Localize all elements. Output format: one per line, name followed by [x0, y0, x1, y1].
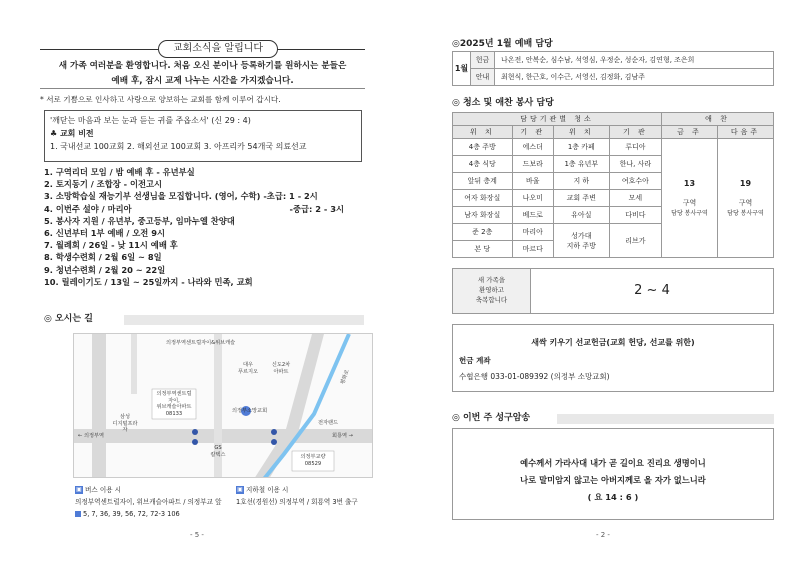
- list-item: 9. 청년수련회 / 2월 20 ~ 22일: [44, 264, 166, 275]
- map-label: ← 의정부역: [78, 433, 105, 439]
- list-item: 6. 신년부터 1부 예배 / 오전 9시: [44, 228, 165, 239]
- memory-verse-box: [452, 428, 774, 520]
- bus-icon: ▣: [76, 486, 82, 493]
- divider: [40, 88, 365, 89]
- new-family-count: 2 ~ 4: [634, 283, 670, 298]
- verse-reference: ( 요 14 : 6 ): [587, 492, 639, 502]
- list-item: 5. 봉사자 지원 / 유년부, 중고등부, 임마누엘 찬양대: [44, 215, 235, 226]
- list-item: 10. 릴레이기도 / 13일 ~ 25일까지 - 나라와 민족, 교회: [44, 276, 253, 287]
- map-label: 의정부교량 08529: [300, 454, 326, 467]
- map-label: 신도2차 아파트: [271, 362, 291, 375]
- map-label: 전자랜드: [318, 420, 339, 426]
- list-item: 1. 구역리더 모임 / 밤 예배 후 - 유년부실: [44, 167, 195, 177]
- subway-icon: ▣: [237, 486, 243, 493]
- table-row: 준 2층 마리아 성가대 지하 주방 리브가: [453, 224, 774, 241]
- announcement-list: [44, 166, 344, 288]
- service-table: 담당기관별 청소 애 찬 위 치 기 관 위 치 기 관 금 주 다음주 4층 주방 에스더 1층 카페 루디아 13 구역 담당 봉사구역 19 구역 담당 봉사구역 4층 식당 드보라 1층 유년부 한나, 사라 앞뒤 층계 바울 지 하 여호수아 여자 화장실 나오미 교회 주변 모세 남자 화장실 베드로 유아실 다비다 준 2층 마리아 성가대 지하 주방 리브가 본 당 마르다: [452, 112, 774, 258]
- offering-box: [452, 324, 774, 392]
- notice-title: 교회소식을 알립니다: [158, 40, 278, 58]
- table-row: 4층 식당 드보라 1층 유년부 한나, 사라: [453, 156, 774, 173]
- list-item: 4. 이번주 설야 / 마리아 -중급: 2 - 3시: [44, 203, 344, 214]
- table-row: 여자 화장실 나오미 교회 주변 모세: [453, 190, 774, 207]
- offering-title: 새싹 키우기 선교헌금(교회 헌당, 선교를 위한): [531, 338, 695, 347]
- worship-heading: ◎2025년 1월 예배 담당: [452, 39, 553, 49]
- verse-line: 나로 말미암지 않고는 아버지께로 올 자가 없느니라: [520, 475, 706, 485]
- verse-box: [44, 110, 362, 162]
- worship-table: [452, 51, 774, 86]
- list-item: 3. 소망학습실 재능기부 선생님을 모집합니다. (영어, 수학) -초급: 1 - 2시: [44, 191, 318, 202]
- list-item: 8. 학생수련회 / 2월 6일 ~ 8일: [44, 252, 162, 263]
- directions-heading: ◎ 오시는 길: [44, 311, 364, 324]
- courtesy-note: * 서로 기쁨으로 인사하고 사랑으로 양보하는 교회를 함께 이루어 갑시다.: [40, 95, 281, 104]
- bus-number-icon: [75, 511, 81, 517]
- vision-text: 1. 국내선교 100교회 2. 해외선교 100교회 3. 아프리카 54개국 의료선교: [50, 142, 307, 151]
- table-row: 앞뒤 층계 바울 지 하 여호수아: [453, 173, 774, 190]
- verse-heading: ◎ 이번 주 성구암송: [452, 410, 774, 423]
- meal-this-week: 13 구역 담당 봉사구역: [662, 139, 718, 258]
- map-label: 의정부역센트럴자이&위브캐슬: [166, 340, 236, 346]
- meal-next-week: 19 구역 담당 봉사구역: [718, 139, 774, 258]
- service-heading: ◎ 청소 및 애찬 봉사 담당: [452, 98, 554, 108]
- new-family-box: [452, 268, 774, 314]
- vision-title: ♣ 교회 비전: [50, 129, 94, 138]
- table-row: 4층 주방 에스더 1층 카페 루디아 13 구역 담당 봉사구역 19 구역 담당 봉사구역: [453, 139, 774, 156]
- account-number: 수협은행 033-01-089392 (의정부 소망교회): [459, 372, 610, 381]
- table-row: 본 당 마르다: [453, 241, 774, 258]
- map-label: 대우 푸르지오: [237, 362, 259, 375]
- map-label: 의정부역센트럴자이, 위브캐슬아파트 08133: [156, 391, 192, 417]
- verse-text: '깨닫는 마음과 보는 눈과 듣는 귀를 주옵소서' (신 29 : 4): [50, 116, 251, 125]
- right-page: [400, 0, 800, 566]
- table-row: 남자 화장실 베드로 유아실 다비다: [453, 207, 774, 224]
- welcome-text: 새 가족 여러분을 환영합니다. 처음 오신 분이나 등록하기를 원하시는 분들은 예배 후, 잠시 교제 나누는 시간을 가지겠습니다.: [58, 61, 347, 86]
- month-cell: 1월: [453, 52, 471, 86]
- account-label: 헌금 계좌: [459, 356, 491, 365]
- subway-info: ▣ 지하철 이용 시 1호선(경원선) 의정부역 / 회룡역 3번 출구: [236, 486, 358, 506]
- church-label: 의정부소망교회: [232, 408, 268, 414]
- new-family-label: 새 가족을 환영하고 축복합니다: [453, 269, 531, 313]
- verse-line: 예수께서 가라사대 내가 곧 길이요 진리요 생명이니: [520, 458, 706, 468]
- list-item: 7. 월례회 / 26일 - 낮 11시 예배 후: [44, 240, 178, 251]
- map-label: 평화로: [339, 369, 351, 386]
- table-row: 안내 최현식, 한근호, 이수근, 서영신, 김정화, 김남주: [453, 69, 774, 86]
- map: [73, 333, 373, 478]
- table-row: 1월 헌금 나온전, 안복순, 심수남, 석영심, 우정순, 성순자, 김연형, 조은희: [453, 52, 774, 69]
- map-label: 회룡역 →: [332, 433, 354, 439]
- bus-info: ▣ 버스 이용 시 의정부역센트럴자이, 위브캐슬아파트 / 의정부교 앞 5, 7, 36, 39, 56, 72, 72-3 106: [75, 486, 222, 518]
- map-label: 삼성 디지털프라자: [112, 414, 138, 433]
- page-number: - 2 -: [596, 531, 610, 539]
- map-label: GS 칼텍스: [210, 445, 226, 458]
- page-number: - 5 -: [190, 531, 204, 539]
- list-item: 2. 토지동기 / 조합장 - 이전고시: [44, 179, 163, 190]
